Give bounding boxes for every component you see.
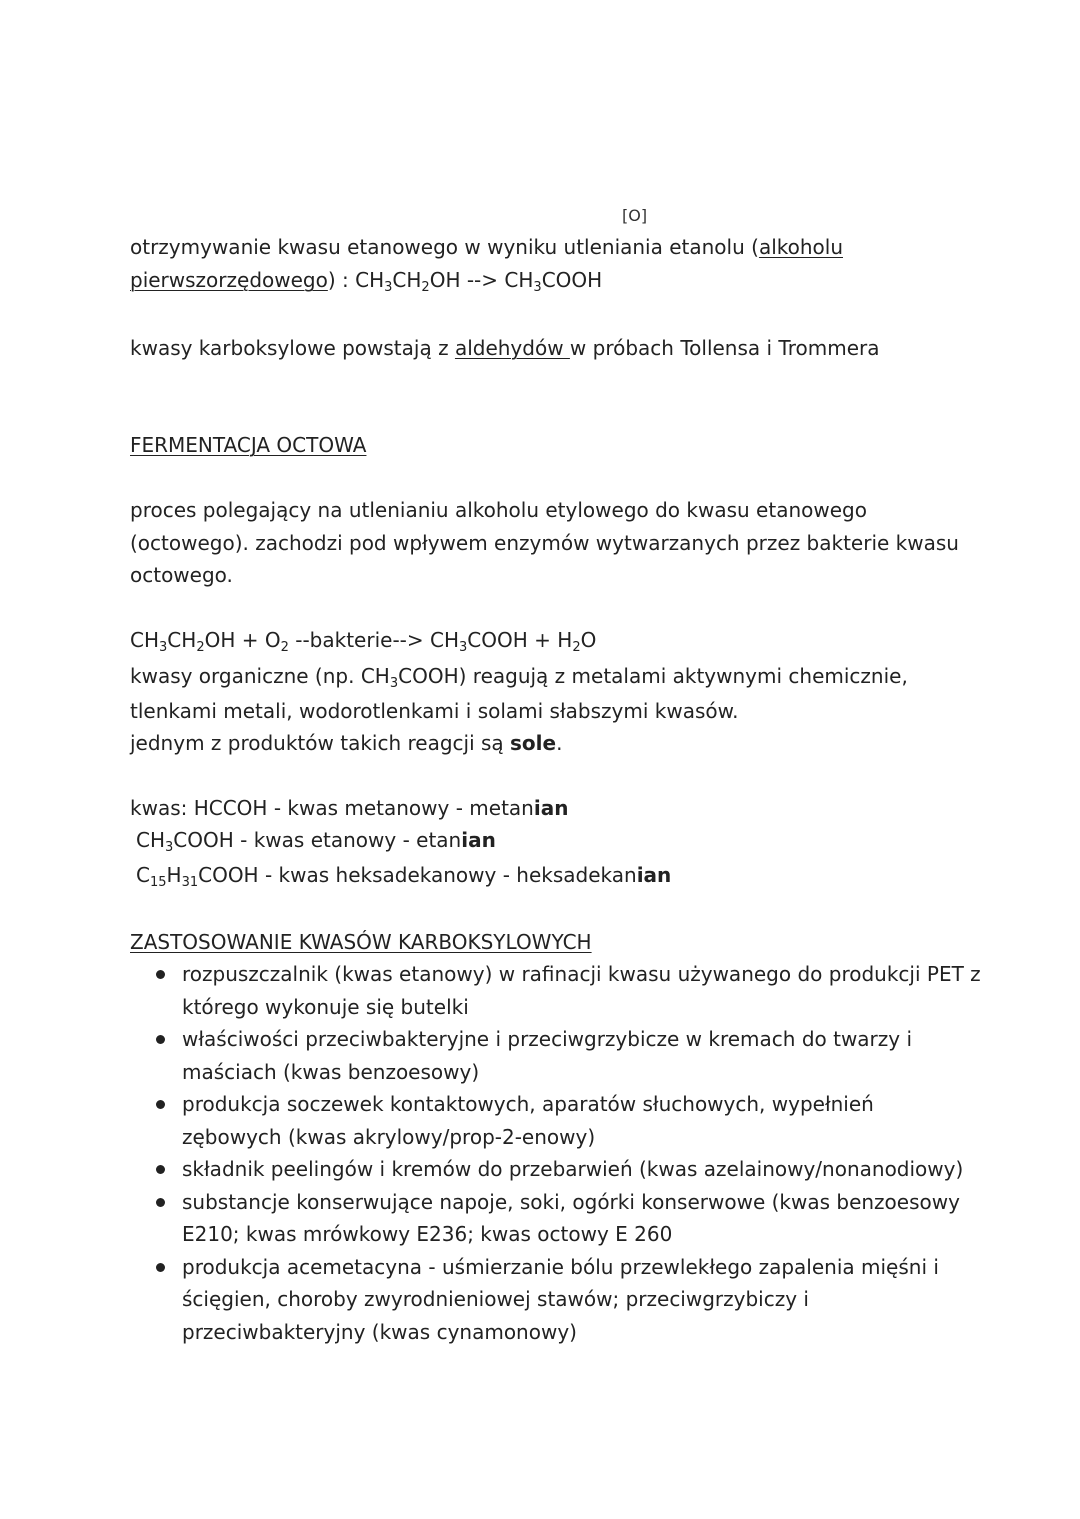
reactions-line-3: jednym z produktów takich reagcji są sole. (130, 731, 563, 755)
aldehydes-line (130, 332, 879, 364)
list-item: rozpuszczalnik (kwas etanowy) w rafinacji kwasu używanego do produkcji PET z którego wykonuje się butelki (182, 958, 982, 1023)
primary-alcohol-link-part1[interactable]: alkoholu (758, 235, 843, 259)
reaction-arrow: --> (460, 268, 505, 292)
reactions-line-1: kwasy organiczne (np. $CH_3COOH$) reagują z metalami aktywnymi chemicznie, (130, 664, 908, 691)
fermentation-equation: $CH_3CH_2OH + O_2$ --bakterie--> $CH_3COOH + H_2O$ (130, 628, 597, 655)
uses-list (182, 958, 982, 1348)
oxidation-colon: ) : (327, 268, 356, 292)
aldehydes-text-before: kwasy karboksylowe powstają z (130, 336, 455, 360)
salt-row-ethanoic: $CH_3COOH$ - kwas etanowy - etanian (136, 828, 496, 855)
salt-row-methanoic: kwas: HCCOH - kwas metanowy - metanian (130, 796, 569, 820)
fermentation-heading: FERMENTACJA OCTOWA (130, 433, 367, 457)
fermentation-para-line-2: (octowego). zachodzi pod wpływem enzymów wytwarzanych przez bakterie kwasu (130, 531, 959, 555)
list-item: składnik peelingów i kremów do przebarwień (kwas azelainowy/nonanodiowy) (182, 1153, 982, 1186)
list-item: substancje konserwujące napoje, soki, ogórki konserwowe (kwas benzoesowy E210; kwas mrówkowy E236; kwas octowy E 260 (182, 1186, 982, 1251)
ethanol-formula: $CH_3CH_2OH$ (355, 268, 461, 295)
oxidation-text: otrzymywanie kwasu etanowego w wyniku utleniania etanolu ( (130, 235, 759, 259)
primary-alcohol-link-part2[interactable]: pierwszorzędowego (130, 268, 328, 292)
fermentation-para-line-1: proces polegający na utlenianiu alkoholu etylowego do kwasu etanowego (130, 498, 867, 522)
reactions-line-2: tlenkami metali, wodorotlenkami i solami słabszymi kwasów. (130, 699, 739, 723)
acetic-acid-formula: $CH_3COOH$ (504, 268, 603, 295)
oxidation-line-1 (130, 231, 843, 263)
aldehydes-link[interactable]: aldehydów (454, 336, 570, 360)
list-item: właściwości przeciwbakteryjne i przeciwgrzybicze w kremach do twarzy i maściach (kwas benzoesowy) (182, 1023, 982, 1088)
aldehydes-text-after: w próbach Tollensa i Trommera (569, 336, 880, 360)
salts-bold: sole (510, 731, 557, 755)
fermentation-para-line-3: octowego. (130, 563, 233, 587)
list-item: produkcja soczewek kontaktowych, aparatów słuchowych, wypełnień zębowych (kwas akrylowy/prop-2-enowy) (182, 1088, 982, 1153)
list-item: produkcja acemetacyna - uśmierzanie bólu przewlekłego zapalenia mięśni i ścięgien, choroby zwyrodnieniowej stawów; przeciwgrzybiczy i przeciwbakteryjny (kwas cynamonowy) (182, 1251, 982, 1349)
uses-heading: ZASTOSOWANIE KWASÓW KARBOKSYLOWYCH (130, 930, 592, 954)
oxidation-line-2 (130, 264, 602, 296)
salt-row-hexadecanoic: $C_{15}H_{31}COOH$ - kwas heksadekanowy - heksadekanian (136, 863, 672, 890)
oxidation-marker: [O] (622, 206, 648, 225)
